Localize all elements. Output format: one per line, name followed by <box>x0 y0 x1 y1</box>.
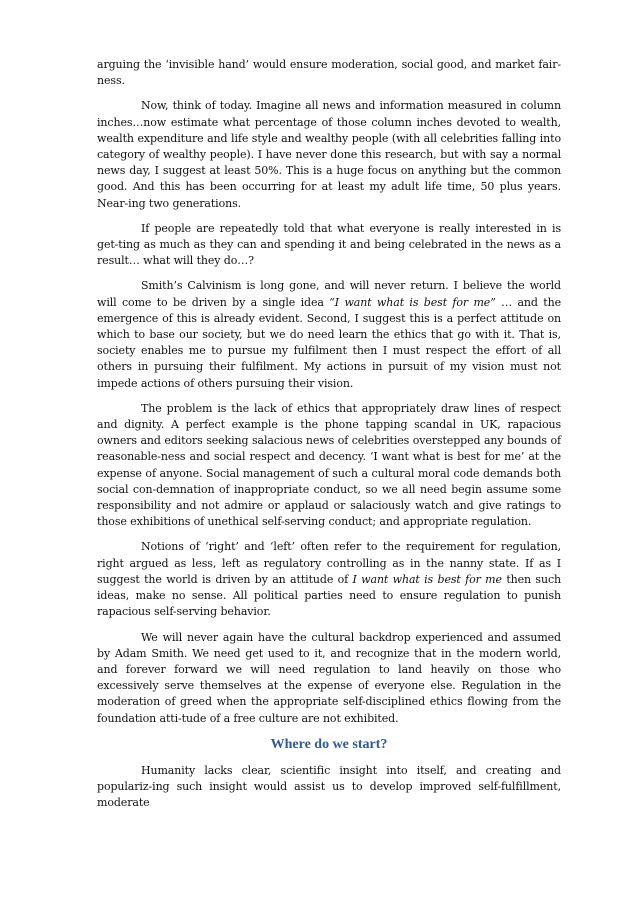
text-segment: The problem is the lack of ethics that appropriately draw lines of respect and dignity. A perfect example is the phone tapping scandal in UK, rapacious owners and editors seeking salacious news of celebrities overstepped any bounds of reasonable-ness and social respect and decency. ‘I want what is best for me’ at the expense of anyone. Social management of such a cultural moral code demands both social con-demnation of inappropriate conduct, so we all need begin assume some responsibility and not admire or applaud or salaciously watch and give ratings to those exhibitions of unethical self-serving conduct; and appropriate regulation. <box>97 401 561 529</box>
text-segment: Humanity lacks clear, scientific insight into itself, and creating and populariz-ing such insight would assist us to develop improved self-fulfillment, moderate <box>97 763 561 810</box>
paragraph <box>97 98 561 211</box>
paragraph <box>97 539 561 620</box>
text-segment: If people are repeatedly told that what everyone is really interested in is get-ting as much as they can and spending it and being celebrated in the news as a result… what will they do…? <box>97 221 561 268</box>
paragraph <box>97 401 561 531</box>
document-page <box>97 57 561 820</box>
paragraph <box>97 763 561 812</box>
body-text-after-heading <box>97 763 561 812</box>
text-segment: Notions of ‘right’ and ‘left’ often refer to the requirement for regulation, right argued as less, left as regulatory controlling as in the nanny state. If as I suggest the world is driven by an attitude of <box>97 540 561 586</box>
text-segment: then such ideas, make no sense. All political parties need to ensure regulation to punish rapacious self-serving behavior. <box>97 572 561 619</box>
italic-text: “I want what is best for me” <box>329 295 496 309</box>
paragraph <box>97 57 561 89</box>
paragraph <box>97 278 561 391</box>
body-text-before-heading <box>97 57 561 727</box>
text-segment: … and the emergence of this is already evident. Second, I suggest this is a perfect attitude on which to base our society, but we do need learn the ethics that go with it. That is, society enables me to pursue my fulfilment then I must respect the effort of all others in pursuing their fulfilment. My actions in pursuit of my vision must not impede actions of others pursuing their vision. <box>97 295 561 390</box>
text-segment: Smith’s Calvinism is long gone, and will never return. I believe the world will come to be driven by a single idea <box>97 279 561 309</box>
text-segment: Now, think of today. Imagine all news and information measured in column inches…now estimate what percentage of those column inches devoted to wealth, wealth expenditure and life style and wealthy people (with all celebrities falling into category of wealthy people). I have never done this research, but with say a normal news day, I suggest at least 50%. This is a huge focus on anything but the common good. And this has been occurring for at least my adult life time, 50 plus years. Near-ing two generations. <box>97 99 561 210</box>
text-segment: arguing the ‘invisible hand’ would ensure moderation, social good, and market fair-ness. <box>97 58 561 88</box>
text-segment: We will never again have the cultural backdrop experienced and assumed by Adam Smith. We need get used to it, and recognize that in the modern world, and forever forward we will need regulation to land heavily on those who excessively serve themselves at the expense of everyone else. Regulation in the moderation of greed when the appropriate self-disciplined ethics flowing from the foundation atti-tude of a free culture are not exhibited. <box>97 630 561 725</box>
paragraph <box>97 221 561 270</box>
paragraph <box>97 630 561 727</box>
section-heading: Where do we start? <box>270 736 388 752</box>
italic-text: I want what is best for me <box>352 572 502 586</box>
